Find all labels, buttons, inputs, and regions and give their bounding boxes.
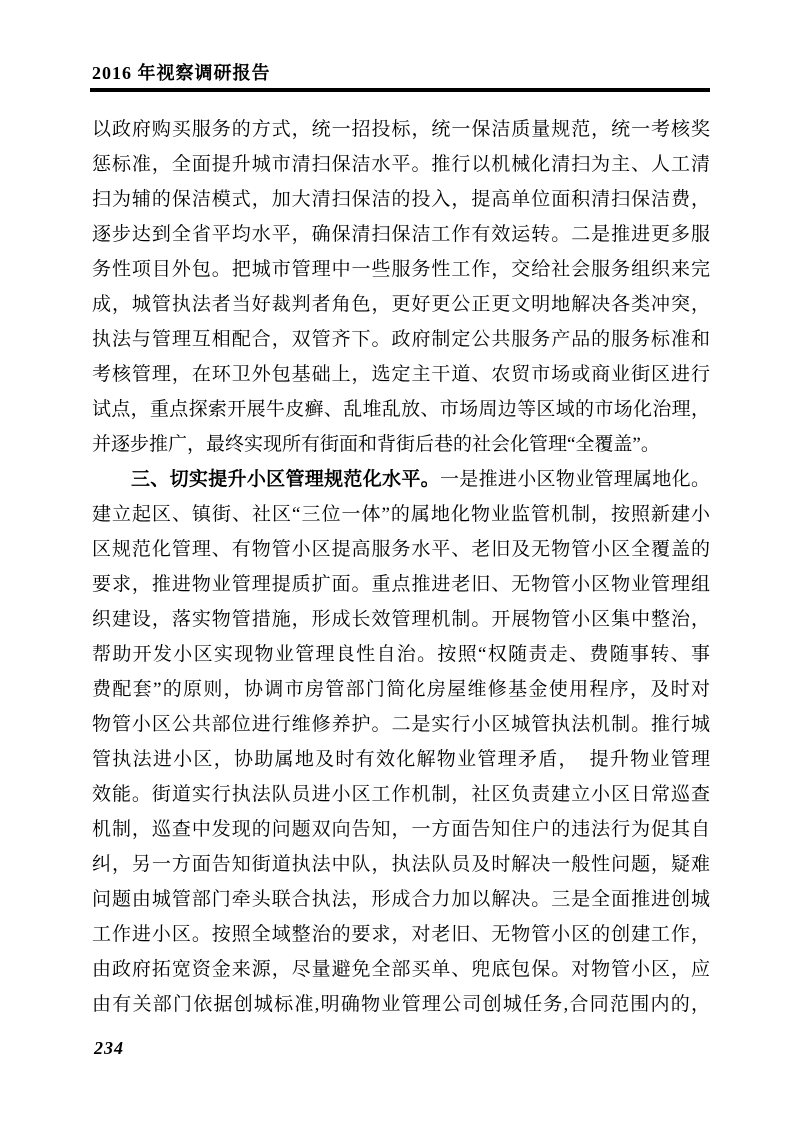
paragraph-2 [92,462,710,1022]
section-heading: 三、切实提升小区管理规范化水平。 [131,469,440,490]
text-line: 务性项目外包。把城市管理中一些服务性工作，交给社会服务组织来完 [92,259,710,280]
header-rule [90,88,710,92]
text-line: 效能。街道实行执法队员进小区工作机制，社区负责建立小区日常巡查 [92,784,710,805]
section-heading-continuation: 一是推进小区物业管理属地化。 [439,469,710,490]
text-line: 要求，推进物业管理提质扩面。重点推进老旧、无物管小区物业管理组 [92,574,710,595]
text-line: 纠，另一方面告知街道执法中队，执法队员及时解决一般性问题，疑难 [92,854,710,875]
text-line: 由政府拓宽资金来源，尽量避免全部买单、兜底包保。对物管小区，应 [92,959,710,980]
text-line: 执法与管理互相配合，双管齐下。政府制定公共服务产品的服务标准和 [92,329,710,350]
text-line: 织建设，落实物管措施，形成长效管理机制。开展物管小区集中整治， [92,609,710,630]
text-line: 以政府购买服务的方式，统一招投标，统一保洁质量规范，统一考核奖 [92,119,710,140]
text-line: 惩标准，全面提升城市清扫保洁水平。推行以机械化清扫为主、人工清 [92,154,710,175]
text-line: 问题由城管部门牵头联合执法，形成合力加以解决。三是全面推进创城 [92,889,710,910]
text-line: 物管小区公共部位进行维修养护。二是实行小区城管执法机制。推行城 [92,714,710,735]
text-line: 工作进小区。按照全域整治的要求，对老旧、无物管小区的创建工作， [92,924,710,945]
text-line: 扫为辅的保洁模式，加大清扫保洁的投入，提高单位面积清扫保洁费， [92,189,710,210]
paragraph-1 [92,112,710,462]
text-line: 逐步达到全省平均水平，确保清扫保洁工作有效运转。二是推进更多服 [92,224,710,245]
text-line: 并逐步推广，最终实现所有街面和背街后巷的社会化管理“全覆盖”。 [92,434,660,455]
text-line: 区规范化管理、有物管小区提高服务水平、老旧及无物管小区全覆盖的 [92,539,710,560]
page-number: 234 [94,1038,124,1058]
text-line [92,462,710,497]
text-line: 建立起区、镇街、社区“三位一体”的属地化物业监管机制，按照新建小 [92,504,710,525]
text-line: 试点，重点探索开展牛皮癣、乱堆乱放、市场周边等区域的市场化治理， [92,399,710,420]
text-line: 成，城管执法者当好裁判者角色，更好更公正更文明地解决各类冲突， [92,294,710,315]
text-line: 费配套”的原则，协调市房管部门简化房屋维修基金使用程序，及时对 [92,679,710,700]
header-title: 2016 年视察调研报告 [92,63,271,83]
text-line: 机制，巡查中发现的问题双向告知，一方面告知住户的违法行为促其自 [92,819,710,840]
document-body [92,112,710,1022]
text-line: 考核管理，在环卫外包基础上，选定主干道、农贸市场或商业街区进行 [92,364,710,385]
text-line: 由有关部门依据创城标准,明确物业管理公司创城任务,合同范围内的， [92,994,710,1015]
text-line: 帮助开发小区实现物业管理良性自治。按照“权随责走、费随事转、事 [92,644,710,665]
text-line: 管执法进小区，协助属地及时有效化解物业管理矛盾， 提升物业管理 [92,749,710,770]
